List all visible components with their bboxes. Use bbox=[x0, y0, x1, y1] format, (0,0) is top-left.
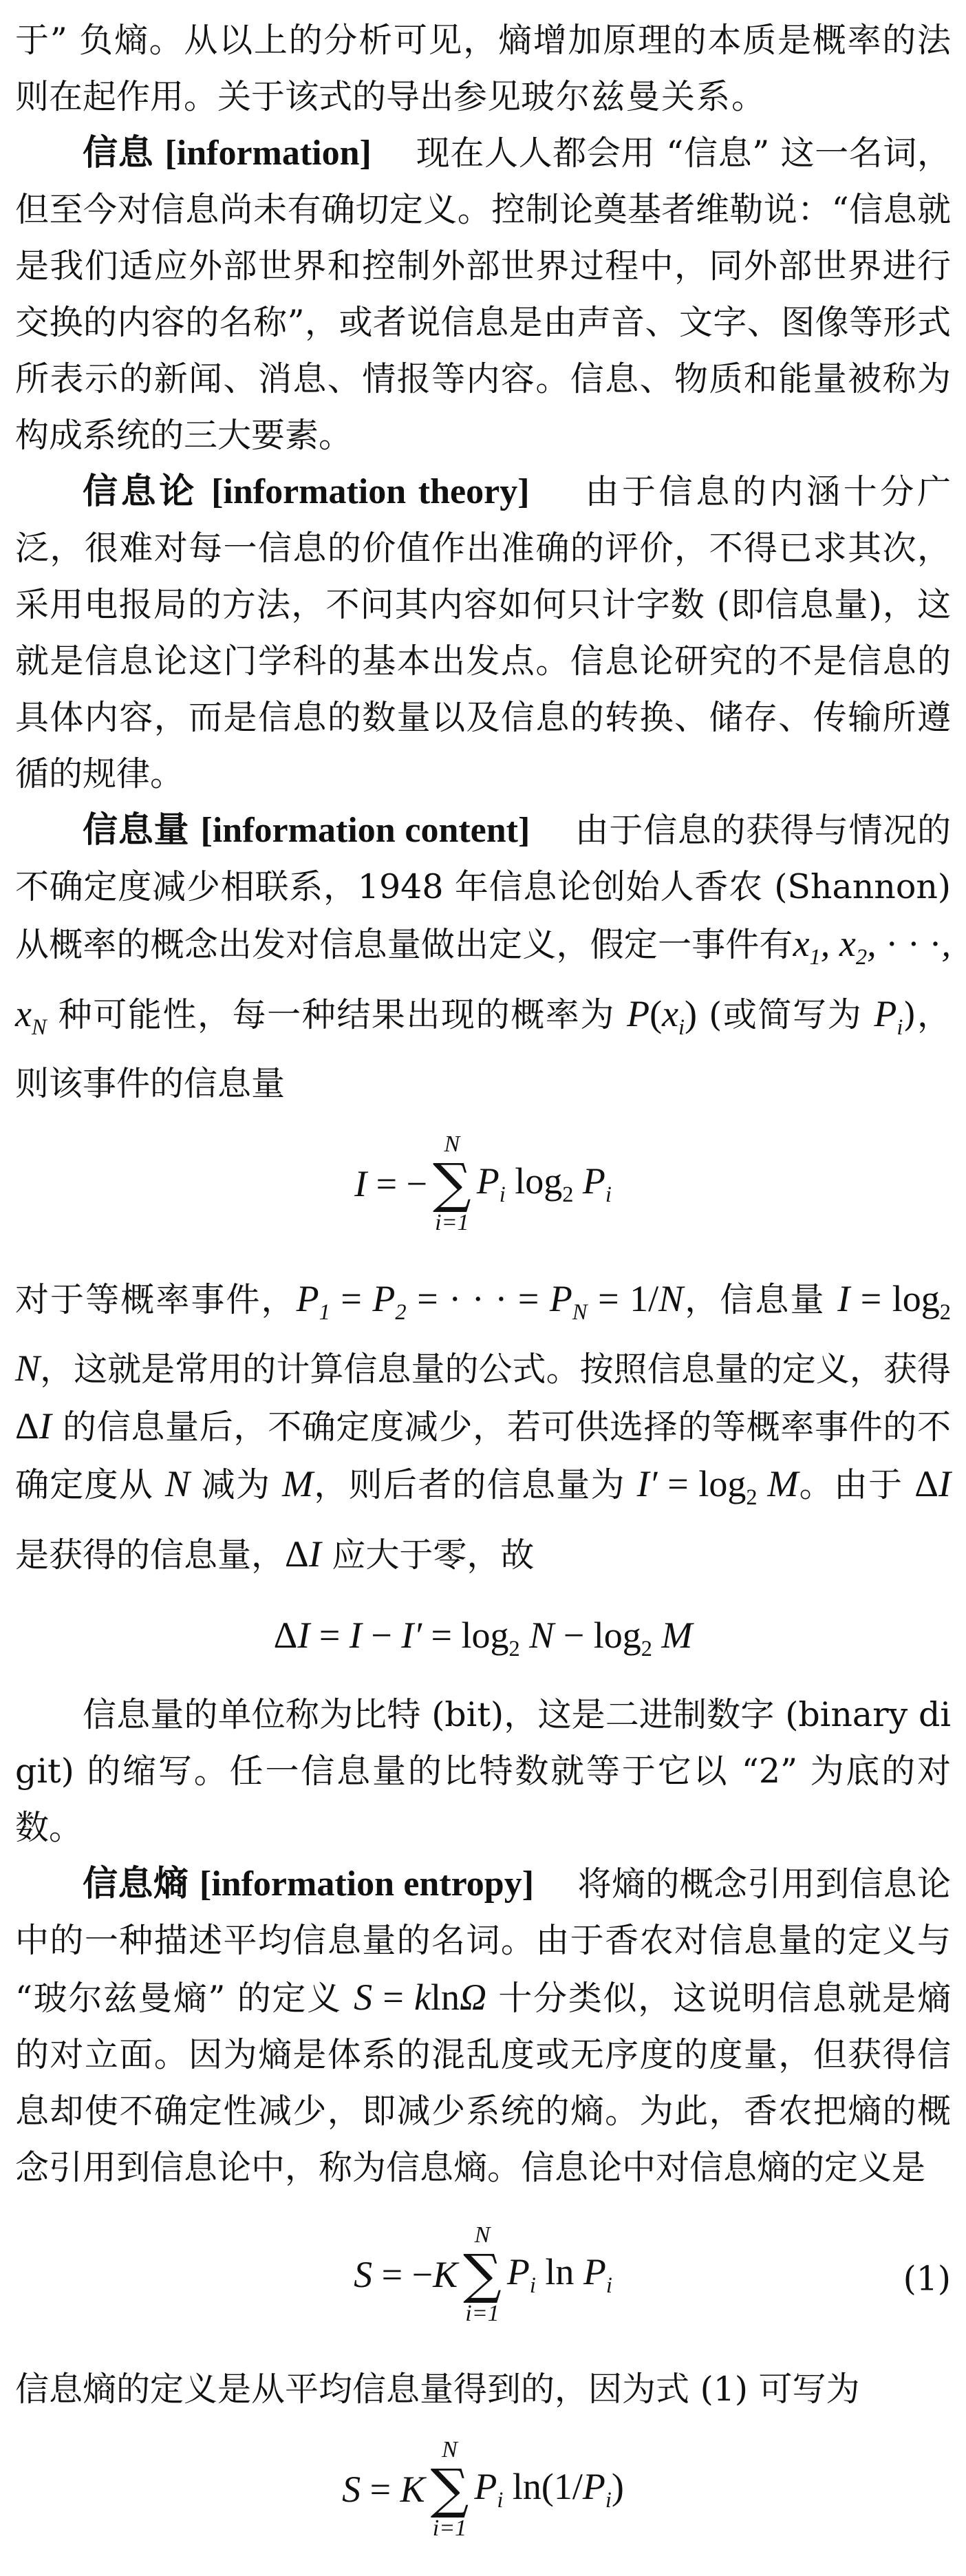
entry-term-information-entropy: 信息熵 bbox=[83, 1864, 189, 1905]
paragraph-equal-probability bbox=[15, 1270, 951, 1584]
entry-body-information: 现在人人都会用 “信息” 这一名词，但至今对信息尚未有确切定义。控制论奠基者维勒说：“信息就是我们适应外部世界和控制外部世界过程中，同外部世界进行交换的内容的名称”，或者说信息是由声音、文字、图像等形式所表示的新闻、消息、情报等内容。信息、物质和能量被称为构成系统的三大要素。 bbox=[15, 134, 951, 455]
eqprob-text-c: ，这就是常用的计算信息量的公式。按照信息量的定义，获得 bbox=[40, 1350, 951, 1390]
eqprob-text-g: 。由于 bbox=[798, 1465, 903, 1505]
math-info-log-m: $I' = \log_2 M$ bbox=[636, 1463, 799, 1511]
paragraph-average-information bbox=[15, 2361, 951, 2418]
math-delta-i-2: ΔI bbox=[914, 1463, 951, 1505]
content-text-d: )，则该事件的信息量 bbox=[15, 994, 952, 1103]
sum-upper-limit-3: N bbox=[442, 2437, 458, 2463]
math-boltzmann-entropy: S = klnΩ bbox=[354, 1977, 487, 2019]
entry-information bbox=[15, 125, 951, 464]
summation-sign: N ∑ i=1 bbox=[433, 1131, 471, 1235]
entry-term-information-en: [information] bbox=[164, 134, 372, 173]
formula-information-content: I = − N ∑ i=1 $P_i$ $\log_2 P_i$ bbox=[354, 1131, 612, 1235]
sum-lower-limit: i=1 bbox=[435, 1209, 469, 1235]
entry-term-information-theory-en: [information theory] bbox=[211, 472, 530, 511]
equation-number: (1) bbox=[903, 2259, 951, 2299]
entry-information-content bbox=[15, 802, 951, 1112]
entropy-text-a: 将熵的概念引用到信息论中的一种描述平均信息量的名词。由于香农对信息量的定义与 “玻尔兹曼熵” 的定义 bbox=[15, 1864, 951, 2019]
summation-sign-3: N ∑ i=1 bbox=[430, 2437, 469, 2542]
math-delta-i-3: ΔI bbox=[285, 1533, 321, 1575]
eqprob-text-f: ，则后者的信息量为 bbox=[313, 1465, 625, 1505]
sum-upper-limit-2: N bbox=[474, 2222, 491, 2248]
math-m: M bbox=[282, 1463, 314, 1505]
intro-end: 。 bbox=[731, 77, 766, 116]
math-equal-probabilities: $P_1 = P_2$ = · · · = $P_N = 1/N$ bbox=[296, 1277, 684, 1325]
entry-term-information-content: 信息量 bbox=[83, 810, 190, 851]
eqprob-text-h: 是获得的信息量， bbox=[15, 1535, 286, 1575]
math-probability: $P(x_i)$ bbox=[627, 992, 698, 1040]
cross-reference-boltzmann: 玻尔兹曼关系 bbox=[521, 77, 732, 116]
eqprob-text-e: 减为 bbox=[201, 1465, 271, 1505]
eqprob-text-a: 对于等概率事件， bbox=[15, 1279, 297, 1319]
math-n: N bbox=[164, 1463, 190, 1505]
formula-information-entropy: S = −K N ∑ i=1 $P_i$ $\ln P_i$ (1) bbox=[354, 2222, 951, 2327]
paragraph-intro bbox=[15, 12, 951, 125]
entry-term-information: 信息 bbox=[83, 133, 154, 173]
average-information-text: 信息熵的定义是从平均信息量得到的，因为式 (1) 可写为 bbox=[15, 2370, 860, 2409]
entry-body-information-theory: 由于信息的内涵十分广泛，很难对每一信息的价值作出准确的评价，不得已求其次，采用电报局的方法，不问其内容如何只计字数 (即信息量)，这就是信息论这门学科的基本出发点。信息论研究的不是信息的具体内容，而是信息的数量以及信息的转换、储存、传输所遵循的规律。 bbox=[15, 472, 951, 794]
sum-lower-limit-3: i=1 bbox=[432, 2515, 467, 2542]
content-text-a: 由于信息的获得与情况的不确定度减少相联系，1948 年信息论创始人香农 (Shannon) 从概率的概念出发对信息量做出定义，假定一事件有 bbox=[15, 811, 951, 964]
entry-term-information-content-en: [information content] bbox=[200, 811, 530, 850]
eqprob-text-b: ，信息量 bbox=[683, 1279, 826, 1319]
eqprob-text-d: 的信息量后，不确定度减少，若可供选择的等概率事件的不确定度从 bbox=[15, 1407, 951, 1505]
bit-unit-text: 信息量的单位称为比特 (bit)，这是二进制数字 (binary digit) 的缩写。任一信息量的比特数就等于它以 “2” 为底的对数。 bbox=[15, 1695, 951, 1848]
math-delta-i: ΔI bbox=[15, 1405, 52, 1447]
paragraph-bit-unit bbox=[15, 1687, 951, 1856]
entry-term-information-theory: 信息论 bbox=[83, 471, 197, 512]
entry-information-entropy bbox=[15, 1856, 951, 2196]
entry-term-information-entropy-en: [information entropy] bbox=[199, 1864, 535, 1904]
summation-sign-2: N ∑ i=1 bbox=[463, 2222, 502, 2327]
sum-upper-limit: N bbox=[444, 1131, 460, 1157]
content-text-c: (或简写为 bbox=[709, 994, 863, 1034]
math-events: $x_1$, $x_2$, · · ·, $x_N$ bbox=[15, 923, 951, 1040]
math-pi: $P_i$ bbox=[874, 992, 903, 1040]
entropy-text-b: 十分类似，这说明信息就是熵的对立面。因为熵是体系的混乱度或无序度的度量，但获得信息却使不确定性减少，即减少系统的熵。为此，香农把熵的概念引用到信息论中，称为信息熵。信息论中对信息熵的定义是 bbox=[15, 1979, 951, 2188]
formula-delta-information: $\Delta I = I - I' = \log_2 N - \log_2 M$ bbox=[273, 1615, 693, 1661]
sum-lower-limit-2: i=1 bbox=[465, 2301, 500, 2327]
math-info-log-n: $I = \log_2 N$ bbox=[15, 1277, 951, 1390]
formula-entropy-rewritten: S = K N ∑ i=1 $P_i$ $\ln(1/P_i)$ bbox=[342, 2437, 624, 2542]
content-text-b: 种可能性，每一种结果出现的概率为 bbox=[58, 994, 615, 1034]
eqprob-text-i: 应大于零，故 bbox=[332, 1535, 535, 1575]
entry-information-theory bbox=[15, 464, 951, 802]
intro-text: 于” 负熵。从以上的分析可见，熵增加原理的本质是概率的法则在起作用。关于该式的导出参见 bbox=[15, 21, 951, 116]
